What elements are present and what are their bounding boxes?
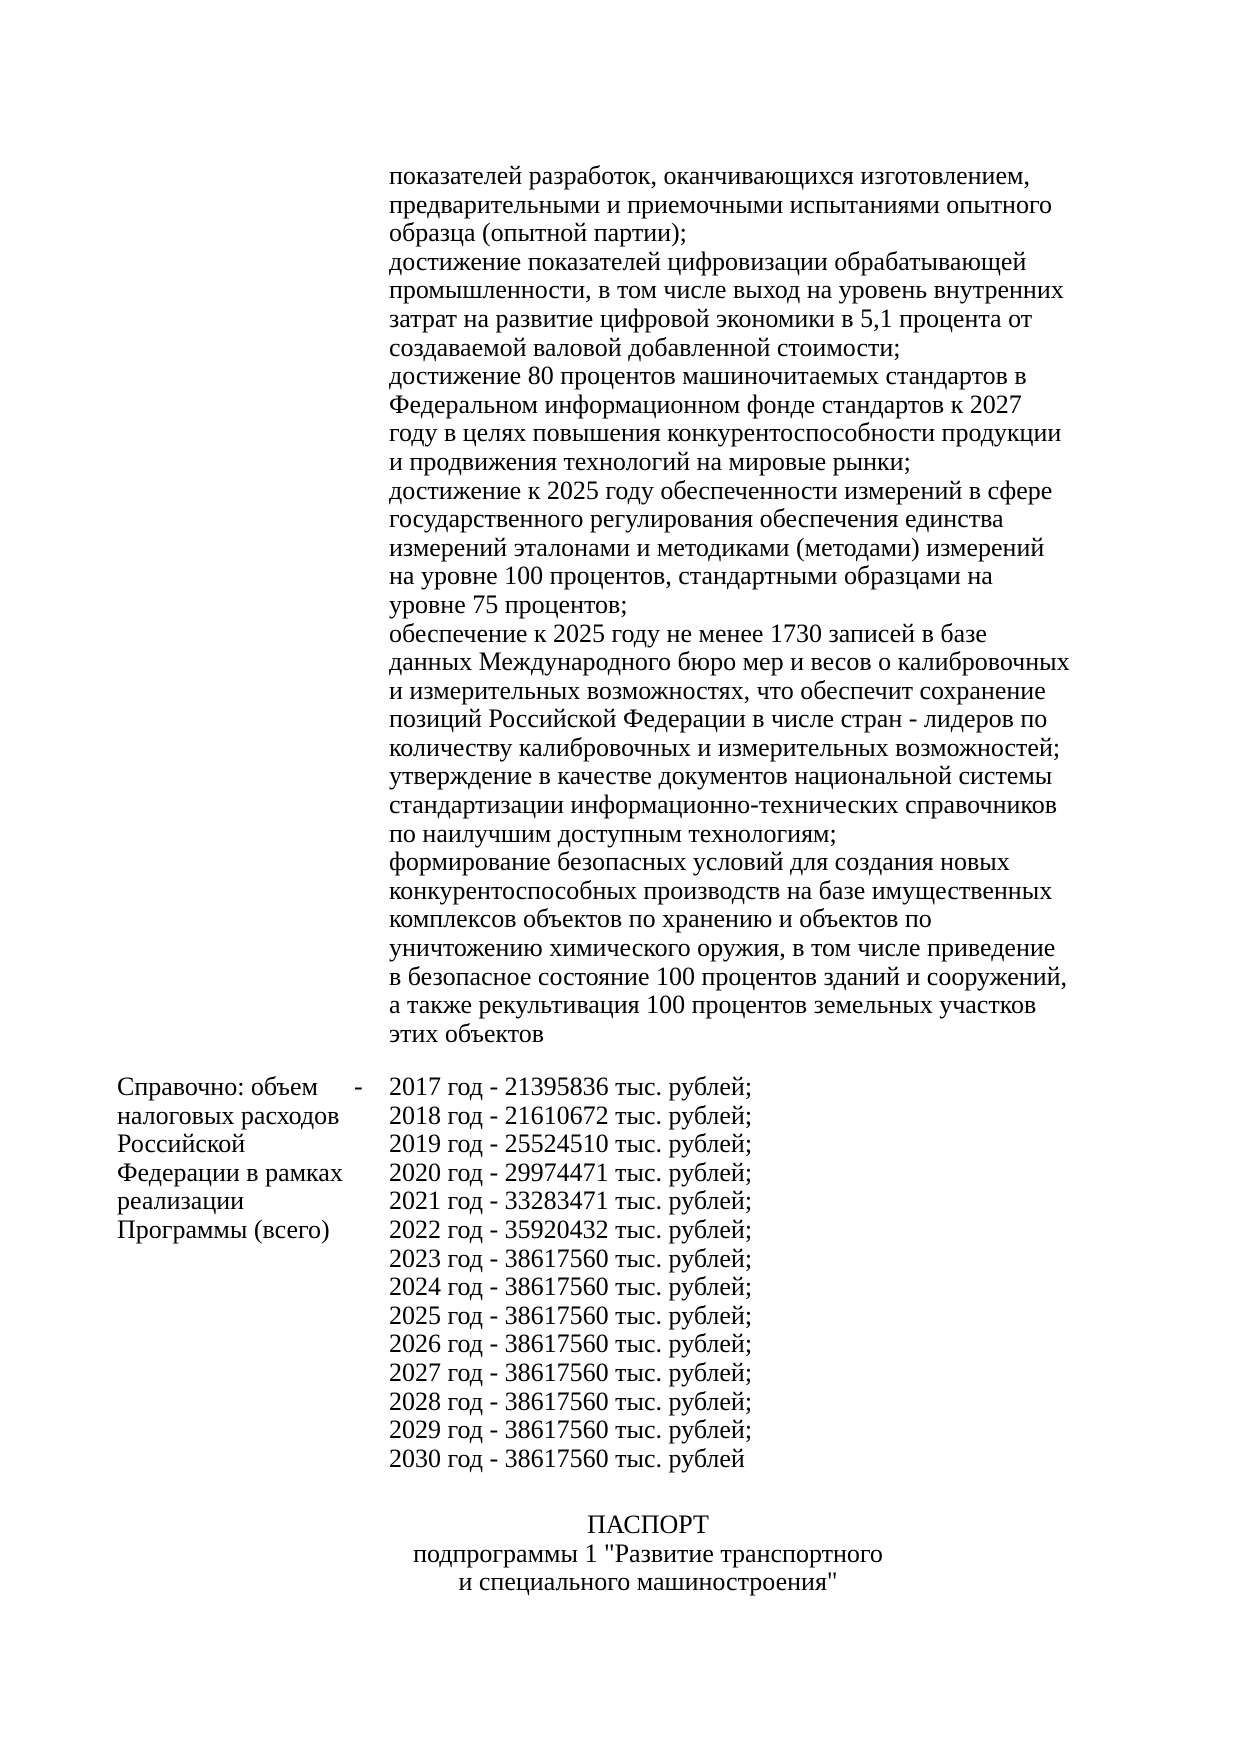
yearly-amount: 2021 год - 33283471 тыс. рублей; (389, 1186, 753, 1216)
indicator-line: этих объектов (389, 1018, 545, 1048)
indicator-line: конкурентоспособных производств на базе имущественных (389, 875, 1053, 905)
yearly-amount: 2022 год - 35920432 тыс. рублей; (389, 1214, 753, 1244)
indicator-line: обеспечение к 2025 году не менее 1730 записей в базе (389, 618, 987, 648)
passport-subtitle-line: подпрограммы 1 "Развитие транспортного (413, 1538, 883, 1568)
indicator-line: уничтожению химического оружия, в том числе приведение (389, 933, 1056, 963)
reference-label-line: Программы (всего) (117, 1214, 330, 1244)
indicator-line: стандартизации информационно-технических справочников (389, 790, 1057, 820)
passport-subtitle-line: и специального машиностроения" (458, 1567, 838, 1597)
reference-label-line: Справочно: объем (117, 1072, 318, 1101)
indicator-line: создаваемой валовой добавленной стоимости; (389, 332, 901, 362)
yearly-amount: 2019 год - 25524510 тыс. рублей; (389, 1129, 753, 1159)
indicator-line: позиций Российской Федерации в числе стран - лидеров по (389, 704, 1048, 734)
indicator-line: промышленности, в том числе выход на уровень внутренних (389, 275, 1064, 305)
indicator-line: в безопасное состояние 100 процентов зданий и сооружений, (389, 961, 1068, 991)
indicator-line: достижение показателей цифровизации обрабатывающей (389, 246, 1027, 276)
indicator-line: образца (опытной партии); (389, 218, 687, 248)
indicator-line: по наилучшим доступным технологиям; (389, 818, 837, 848)
indicator-line: затрат на развитие цифровой экономики в 5,1 процента от (389, 303, 1033, 333)
yearly-amount: 2028 год - 38617560 тыс. рублей; (389, 1386, 753, 1416)
indicator-line: на уровне 100 процентов, стандартными образцами на (389, 561, 993, 591)
passport-heading (0, 1511, 1240, 1597)
yearly-amount: 2017 год - 21395836 тыс. рублей; (389, 1072, 753, 1101)
yearly-amount: 2018 год - 21610672 тыс. рублей; (389, 1100, 753, 1130)
reference-label-line: Российской (117, 1129, 246, 1159)
reference-label-line: реализации (117, 1186, 245, 1216)
yearly-amount: 2020 год - 29974471 тыс. рублей; (389, 1157, 753, 1187)
indicator-line: и продвижения технологий на мировые рынки; (389, 446, 911, 476)
reference-dash: - (354, 1072, 363, 1101)
reference-label-line: Федерации в рамках (117, 1157, 343, 1187)
yearly-amount: 2030 год - 38617560 тыс. рублей (389, 1443, 745, 1473)
yearly-amount: 2023 год - 38617560 тыс. рублей; (389, 1243, 753, 1273)
passport-title: ПАСПОРТ (587, 1510, 709, 1539)
indicator-line: году в целях повышения конкурентоспособности продукции (389, 418, 1062, 448)
indicator-line: а также рекультивация 100 процентов земельных участков (389, 990, 1037, 1020)
indicator-line: достижение 80 процентов машиночитаемых стандартов в (389, 361, 1027, 391)
indicator-line: предварительными и приемочными испытаниями опытного (389, 189, 1052, 219)
indicator-line: утверждение в качестве документов национальной системы (389, 761, 1053, 791)
yearly-amount: 2024 год - 38617560 тыс. рублей; (389, 1272, 753, 1302)
indicator-line: уровне 75 процентов; (389, 589, 628, 619)
indicator-line: формирование безопасных условий для создания новых (389, 847, 1010, 877)
indicator-line: показателей разработок, оканчивающихся изготовлением, (389, 161, 1030, 190)
indicator-line: комплексов объектов по хранению и объектов по (389, 904, 932, 934)
reference-label-line: налоговых расходов (117, 1100, 340, 1130)
reference-label (117, 1073, 357, 1245)
indicator-line: Федеральном информационном фонде стандартов к 2027 (389, 389, 1022, 419)
indicator-line: измерений эталонами и методиками (методами) измерений (389, 532, 1045, 562)
indicator-line: данных Международного бюро мер и весов о калибровочных (389, 647, 1070, 677)
yearly-amount: 2029 год - 38617560 тыс. рублей; (389, 1415, 753, 1445)
indicator-line: и измерительных возможностях, что обеспечит сохранение (389, 675, 1046, 705)
yearly-amounts-list (389, 1073, 752, 1473)
indicator-line: государственного регулирования обеспечения единства (389, 504, 1004, 534)
yearly-amount: 2027 год - 38617560 тыс. рублей; (389, 1357, 753, 1387)
yearly-amount: 2025 год - 38617560 тыс. рублей; (389, 1300, 753, 1330)
indicators-text (389, 162, 1069, 1048)
indicator-line: количеству калибровочных и измерительных возможностей; (389, 732, 1061, 762)
yearly-amount: 2026 год - 38617560 тыс. рублей; (389, 1329, 753, 1359)
indicator-line: достижение к 2025 году обеспеченности измерений в сфере (389, 475, 1053, 505)
